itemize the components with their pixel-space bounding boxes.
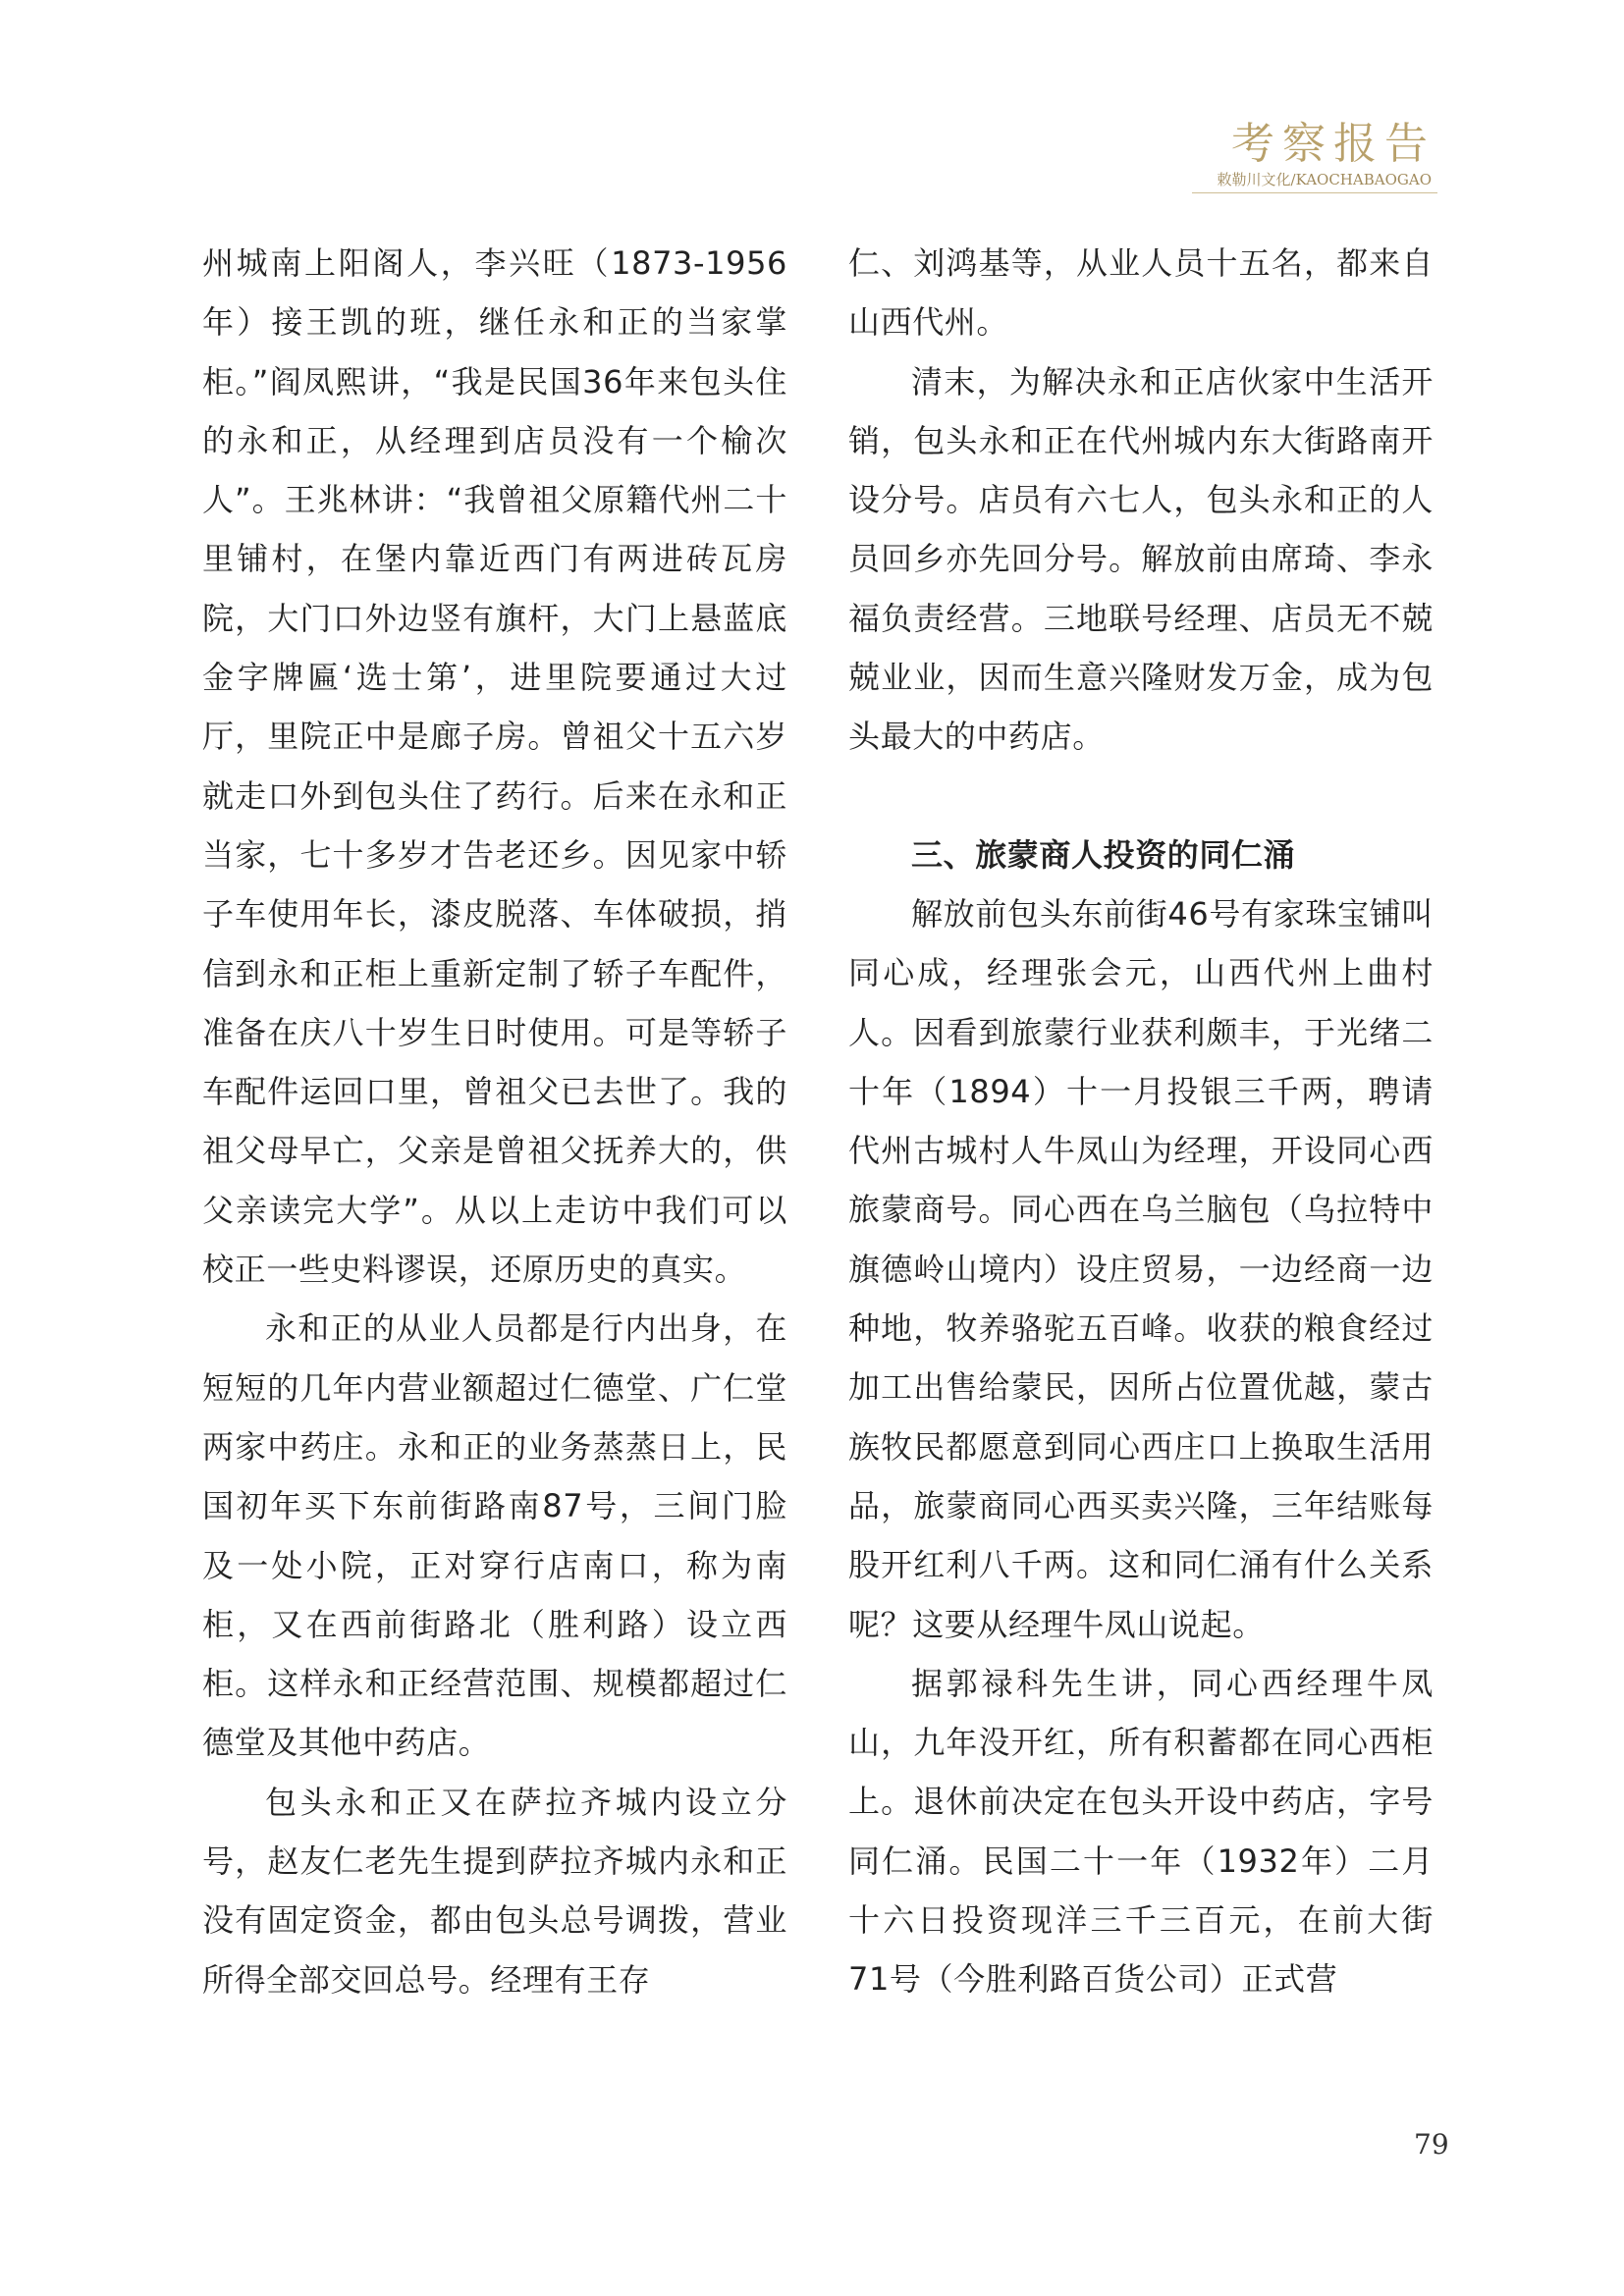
section-heading: 三、旅蒙商人投资的同仁涌 [911,835,1296,874]
header-subtitle: 敕勒川文化/KAOCHABAOGAO [1217,171,1432,188]
header-title: 考察报告 [1231,119,1435,169]
paragraph: 解放前包头东前街46号有家珠宝铺叫同心成，经理张会元，山西代州上曲村人。因看到旅蒙行业获利颇丰，于光绪二十年（1894）十一月投银三千两，聘请代州古城村人牛凤山为经理，开设同心西旅蒙商号。同心西在乌兰脑包（乌拉特中旗德岭山境内）设庄贸易，一边经商一边种地，牧养骆驼五百峰。收获的粮食经过加工出售给蒙民，因所占位置优越，蒙古族牧民都愿意到同心西庄口上换取生活用品，旅蒙商同心西买卖兴隆，三年结账每股开红利八千两。这和同仁涌有什么关系呢？这要从经理牛凤山说起。 [848,894,1434,1643]
header-divider [1192,192,1437,193]
paragraph: 仁、刘鸿基等，从业人员十五名，都来自山西代州。 [848,244,1434,342]
paragraph: 永和正的从业人员都是行内出身，在短短的几年内营业额超过仁德堂、广仁堂两家中药庄。永和正的业务蒸蒸日上，民国初年买下东前街路南87号，三间门脸及一处小院，正对穿行店南口，称为南柜，又在西前街路北（胜利路）设立西柜。这样永和正经营范围、规模都超过仁德堂及其他中药店。 [202,1309,787,1762]
right-column [848,234,1434,2009]
paragraph: 据郭禄科先生讲，同心西经理牛凤山，九年没开红，所有积蓄都在同心西柜上。退休前决定在包头开设中药店，字号同仁涌。民国二十一年（1932年）二月十六日投资现洋三千三百元，在前大街71号（今胜利路百货公司）正式营 [848,1664,1434,1999]
paragraph: 包头永和正又在萨拉齐城内设立分号，赵友仁老先生提到萨拉齐城内永和正没有固定资金，都由包头总号调拨，营业所得全部交回总号。经理有王存 [202,1783,787,1999]
section-spacer [848,767,1434,826]
page-number: 79 [1414,2128,1449,2161]
paragraph: 州城南上阳阁人，李兴旺（1873-1956年）接王凯的班，继任永和正的当家掌柜。”阎凤熙讲，“我是民国36年来包头住的永和正，从经理到店员没有一个榆次人”。王兆林讲：“我曾祖父原籍代州二十里铺村，在堡内靠近西门有两进砖瓦房院，大门口外边竖有旗杆，大门上悬蓝底金字牌匾‘选士第’，进里院要通过大过厅，里院正中是廊子房。曾祖父十五六岁就走口外到包头住了药行。后来在永和正当家，七十多岁才告老还乡。因见家中轿子车使用年长，漆皮脱落、车体破损，捎信到永和正柜上重新定制了轿子车配件，准备在庆八十岁生日时使用。可是等轿子车配件运回口里，曾祖父已去世了。我的祖父母早亡，父亲是曾祖父抚养大的，供父亲读完大学”。从以上走访中我们可以校正一些史料谬误，还原历史的真实。 [202,244,787,1289]
left-column [202,234,787,2009]
paragraph: 清末，为解决永和正店伙家中生活开销，包头永和正在代州城内东大街路南开设分号。店员有六七人，包头永和正的人员回乡亦先回分号。解放前由席琦、李永福负责经营。三地联号经理、店员无不兢兢业业，因而生意兴隆财发万金，成为包头最大的中药店。 [848,362,1434,756]
